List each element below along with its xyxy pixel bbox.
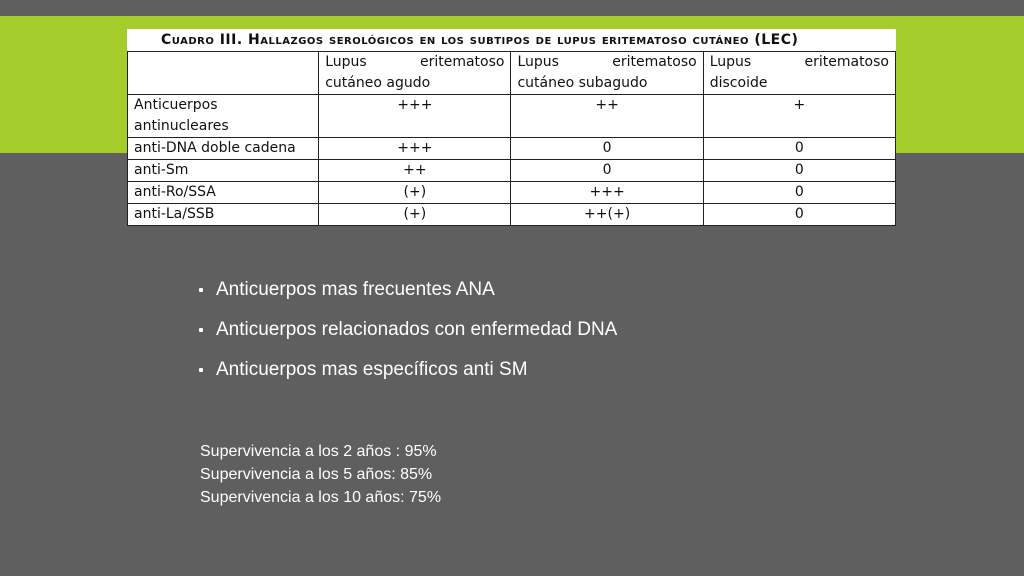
bullet-section (199, 277, 899, 397)
table-title: Cuadro III. Hallazgos serológicos en los subtipos de lupus eritematoso cutáneo (LEC) (161, 32, 799, 48)
table-cell: (+) (319, 204, 511, 226)
row-label: anti-Sm (128, 160, 319, 182)
row-label: anti-Ro/SSA (128, 182, 319, 204)
bullet-item (199, 357, 899, 397)
bullet-item (199, 277, 899, 317)
row-label: anti-DNA doble cadena (128, 138, 319, 160)
table-cell: +++ (319, 138, 511, 160)
survival-line: Supervivencia a los 5 años: 85% (200, 466, 433, 483)
table-cell: 0 (511, 160, 703, 182)
table-row (128, 138, 896, 160)
table-cell: 0 (703, 138, 895, 160)
header-cell-subagudo: Lupus eritematoso cutáneo subagudo (511, 52, 703, 95)
serology-table (127, 51, 896, 226)
table-cell: ++ (319, 160, 511, 182)
table-cell: +++ (511, 182, 703, 204)
survival-line: Supervivencia a los 10 años: 75% (200, 489, 442, 506)
bullet-list (199, 277, 899, 397)
table-row (128, 204, 896, 226)
bullet-dot-icon (199, 328, 203, 332)
table-row (128, 95, 896, 138)
serology-table-card (127, 29, 896, 226)
bullet-text: Anticuerpos mas frecuentes ANA (216, 279, 495, 300)
table-cell: +++ (319, 95, 511, 138)
bullet-dot-icon (199, 368, 203, 372)
table-row (128, 160, 896, 182)
header-cell-discoide: Lupus eritematoso discoide (703, 52, 895, 95)
survival-block (200, 440, 441, 509)
table-cell: ++(+) (511, 204, 703, 226)
bullet-dot-icon (199, 288, 203, 292)
table-cell: (+) (319, 182, 511, 204)
header-cell-agudo: Lupus eritematoso cutáneo agudo (319, 52, 511, 95)
table-cell: + (703, 95, 895, 138)
row-label: Anticuerpos antinucleares (128, 95, 319, 138)
table-cell: 0 (703, 204, 895, 226)
table-cell: 0 (511, 138, 703, 160)
bullet-item (199, 317, 899, 357)
survival-line: Supervivencia a los 2 años : 95% (200, 443, 437, 460)
table-header-row (128, 52, 896, 95)
bullet-text: Anticuerpos relacionados con enfermedad DNA (216, 319, 618, 340)
bullet-text: Anticuerpos mas específicos anti SM (216, 359, 528, 380)
table-cell: 0 (703, 182, 895, 204)
table-cell: 0 (703, 160, 895, 182)
row-label: anti-La/SSB (128, 204, 319, 226)
table-row (128, 182, 896, 204)
top-band (0, 0, 1024, 16)
table-cell: ++ (511, 95, 703, 138)
header-cell-empty (128, 52, 319, 95)
